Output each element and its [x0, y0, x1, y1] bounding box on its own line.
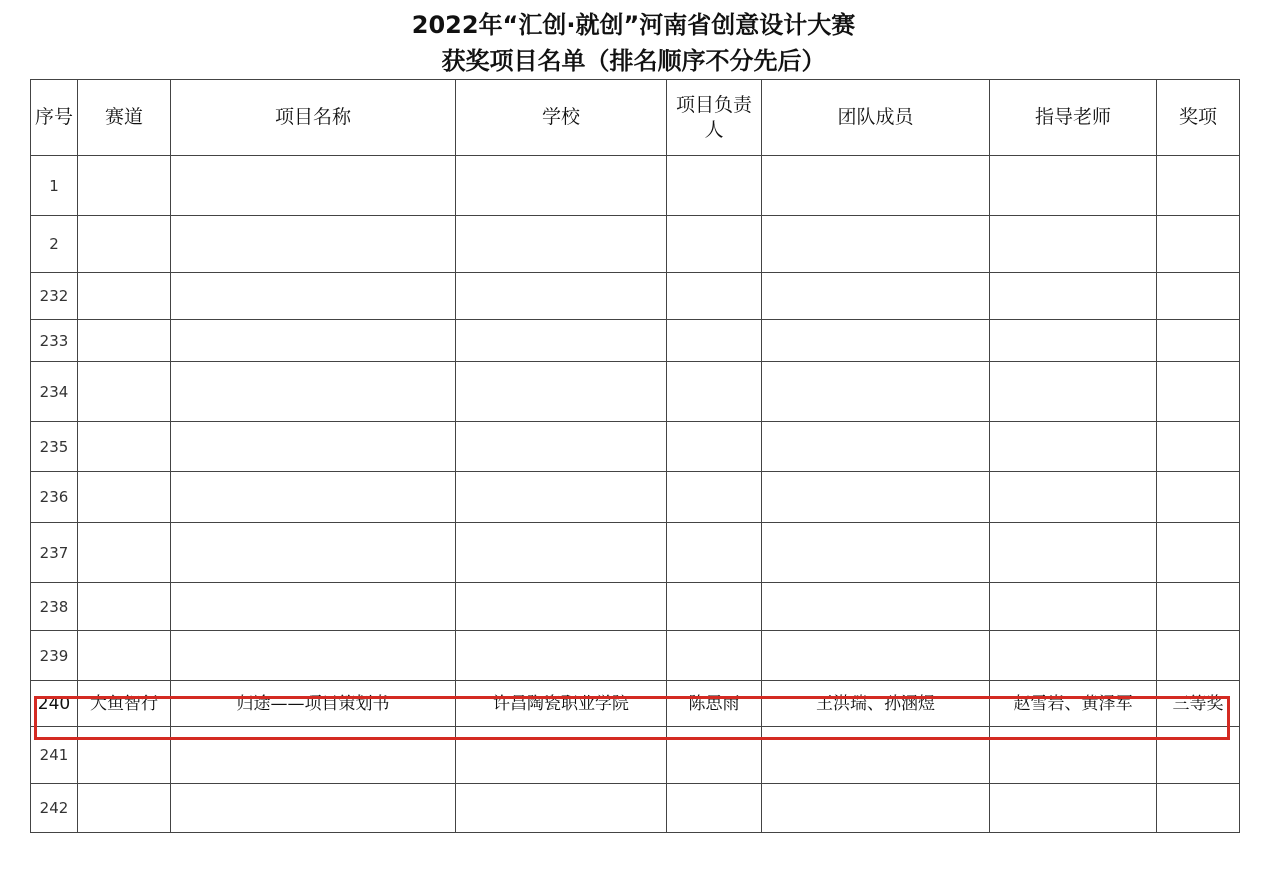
cell-advisors [990, 583, 1157, 631]
cell-school [456, 784, 667, 833]
cell-project [171, 523, 456, 583]
cell-seq: 233 [31, 320, 78, 362]
column-header-school: 学校 [456, 80, 667, 156]
cell-leader [667, 472, 762, 523]
cell-members: 王洪瑞、孙涵煜 [762, 681, 990, 727]
cell-project [171, 784, 456, 833]
cell-track [78, 631, 171, 681]
cell-project [171, 156, 456, 216]
cell-track [78, 523, 171, 583]
cell-seq: 242 [31, 784, 78, 833]
table-row [31, 362, 1240, 422]
cell-leader [667, 422, 762, 472]
table-row [31, 422, 1240, 472]
cell-school [456, 362, 667, 422]
cell-project [171, 583, 456, 631]
table-row [31, 681, 1240, 727]
table-row [31, 472, 1240, 523]
cell-project [171, 216, 456, 273]
cell-track [78, 784, 171, 833]
table-row [31, 583, 1240, 631]
cell-school [456, 472, 667, 523]
cell-project [171, 727, 456, 784]
column-header-project: 项目名称 [171, 80, 456, 156]
cell-project [171, 422, 456, 472]
cell-leader [667, 320, 762, 362]
column-header-leader: 项目负责人 [667, 80, 762, 156]
cell-leader [667, 156, 762, 216]
cell-track [78, 472, 171, 523]
document-subtitle: 获奖项目名单（排名顺序不分先后） [441, 47, 826, 75]
table-row [31, 156, 1240, 216]
cell-award [1157, 362, 1240, 422]
cell-members [762, 273, 990, 320]
cell-project [171, 472, 456, 523]
table-header-row [31, 80, 1240, 156]
cell-advisors [990, 216, 1157, 273]
cell-advisors [990, 472, 1157, 523]
cell-seq: 234 [31, 362, 78, 422]
cell-seq: 236 [31, 472, 78, 523]
cell-school [456, 216, 667, 273]
cell-award [1157, 583, 1240, 631]
cell-track [78, 216, 171, 273]
cell-track [78, 156, 171, 216]
cell-members [762, 216, 990, 273]
cell-leader [667, 216, 762, 273]
cell-project: 归途——项目策划书 [171, 681, 456, 727]
cell-advisors [990, 422, 1157, 472]
column-header-members: 团队成员 [762, 80, 990, 156]
cell-seq: 232 [31, 273, 78, 320]
cell-leader: 陈思雨 [667, 681, 762, 727]
cell-award [1157, 727, 1240, 784]
cell-advisors [990, 523, 1157, 583]
cell-award [1157, 320, 1240, 362]
cell-members [762, 631, 990, 681]
cell-advisors [990, 631, 1157, 681]
document-title: 2022年“汇创·就创”河南省创意设计大赛 [411, 11, 856, 39]
cell-school [456, 156, 667, 216]
cell-track [78, 422, 171, 472]
cell-award [1157, 156, 1240, 216]
cell-award [1157, 472, 1240, 523]
cell-members [762, 320, 990, 362]
cell-advisors [990, 784, 1157, 833]
table-row [31, 216, 1240, 273]
cell-seq: 241 [31, 727, 78, 784]
cell-school [456, 320, 667, 362]
cell-award: 三等奖 [1157, 681, 1240, 727]
award-list-table [30, 79, 1240, 833]
cell-leader [667, 583, 762, 631]
cell-seq: 239 [31, 631, 78, 681]
cell-award [1157, 216, 1240, 273]
cell-seq: 235 [31, 422, 78, 472]
table-row [31, 320, 1240, 362]
cell-school [456, 273, 667, 320]
cell-leader [667, 784, 762, 833]
cell-track [78, 273, 171, 320]
cell-seq: 237 [31, 523, 78, 583]
cell-project [171, 631, 456, 681]
cell-members [762, 156, 990, 216]
cell-track: 大鱼智行 [78, 681, 171, 727]
cell-members [762, 422, 990, 472]
cell-members [762, 727, 990, 784]
cell-members [762, 523, 990, 583]
cell-project [171, 273, 456, 320]
cell-leader [667, 523, 762, 583]
cell-school [456, 583, 667, 631]
table-row [31, 523, 1240, 583]
column-header-seq: 序号 [31, 80, 78, 156]
cell-members [762, 583, 990, 631]
cell-seq: 2 [31, 216, 78, 273]
column-header-award: 奖项 [1157, 80, 1240, 156]
cell-advisors [990, 273, 1157, 320]
cell-school: 许昌陶瓷职业学院 [456, 681, 667, 727]
column-header-advisors: 指导老师 [990, 80, 1157, 156]
cell-advisors [990, 156, 1157, 216]
cell-school [456, 422, 667, 472]
cell-advisors: 赵雪岩、黄泽军 [990, 681, 1157, 727]
cell-leader [667, 273, 762, 320]
cell-track [78, 583, 171, 631]
cell-award [1157, 422, 1240, 472]
cell-award [1157, 273, 1240, 320]
cell-seq: 240 [31, 681, 78, 727]
table-row [31, 784, 1240, 833]
cell-advisors [990, 362, 1157, 422]
cell-members [762, 784, 990, 833]
cell-project [171, 320, 456, 362]
cell-members [762, 362, 990, 422]
cell-leader [667, 362, 762, 422]
table-row [31, 273, 1240, 320]
cell-seq: 238 [31, 583, 78, 631]
column-header-track: 赛道 [78, 80, 171, 156]
cell-track [78, 362, 171, 422]
cell-advisors [990, 727, 1157, 784]
cell-award [1157, 523, 1240, 583]
table-row [31, 631, 1240, 681]
cell-members [762, 472, 990, 523]
cell-award [1157, 784, 1240, 833]
cell-school [456, 727, 667, 784]
cell-leader [667, 727, 762, 784]
cell-school [456, 523, 667, 583]
cell-seq: 1 [31, 156, 78, 216]
cell-project [171, 362, 456, 422]
table-row [31, 727, 1240, 784]
cell-advisors [990, 320, 1157, 362]
cell-school [456, 631, 667, 681]
table-body [31, 156, 1240, 833]
cell-track [78, 727, 171, 784]
cell-track [78, 320, 171, 362]
cell-leader [667, 631, 762, 681]
cell-award [1157, 631, 1240, 681]
